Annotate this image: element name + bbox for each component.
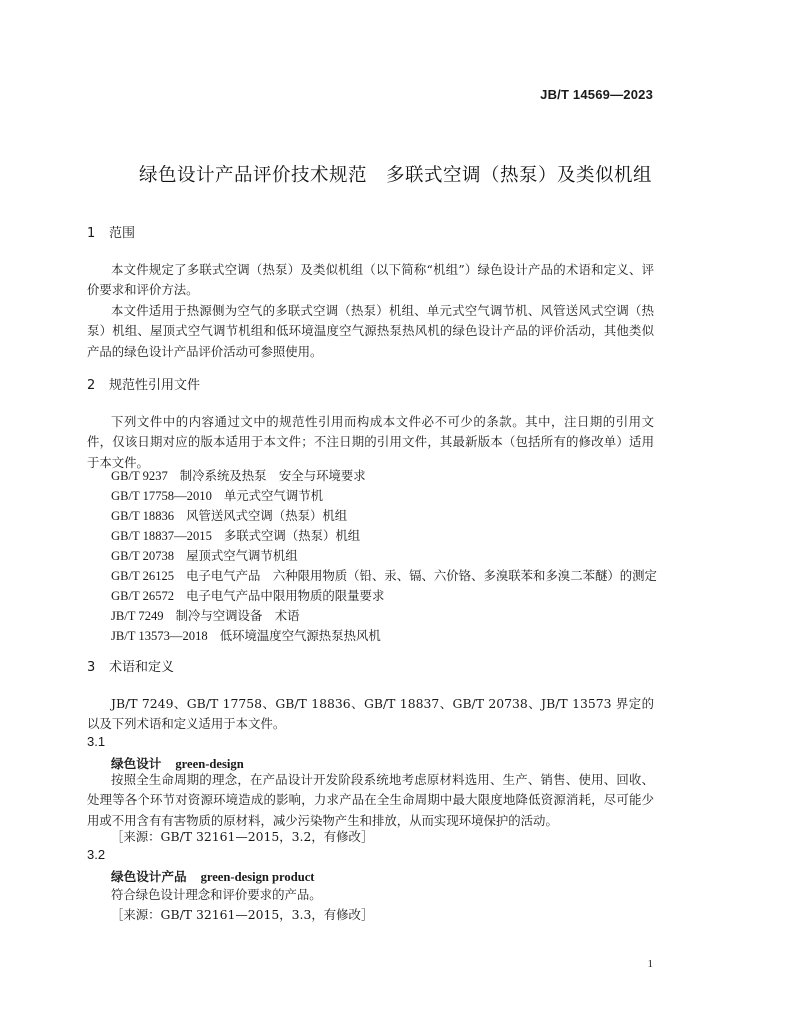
reference-title: 制冷与空调设备 术语 <box>175 608 300 623</box>
term-definition: 符合绿色设计理念和评价要求的产品。 <box>111 887 322 902</box>
terms-intro-paragraph: JB/T 7249、GB/T 17758、GB/T 18836、GB/T 18837、GB/T 20738、JB/T 13573 界定的以及下列术语和定义适用于本文件。 <box>87 696 654 732</box>
reference-item <box>111 606 300 626</box>
reference-item <box>111 586 384 606</box>
section-number: 1 <box>87 226 96 241</box>
term-heading <box>111 866 315 885</box>
section-title: 术语和定义 <box>109 660 175 675</box>
reference-item <box>111 506 347 526</box>
section-1-heading <box>87 222 135 241</box>
reference-code: JB/T 7249 <box>111 609 164 623</box>
section-title: 范围 <box>109 226 136 241</box>
reference-title: 电子电气产品 六种限用物质（铅、汞、镉、六价铬、多溴联苯和多溴二苯醚）的测定 <box>186 568 657 583</box>
reference-title: 低环境温度空气源热泵热风机 <box>219 628 381 643</box>
normative-references-intro: 下列文件中的内容通过文中的规范性引用而构成本文件必不可少的条款。其中，注日期的引用文件，仅该日期对应的版本适用于本文件；不注日期的引用文件，其最新版本（包括所有的修改单）适用于本文件。 <box>87 414 654 470</box>
term-chinese: 绿色设计 <box>111 756 162 771</box>
term-source: ［来源：GB/T 32161—2015，3.2，有修改］ <box>111 829 374 844</box>
section-title: 规范性引用文件 <box>109 378 201 393</box>
reference-code: GB/T 9237 <box>111 469 168 483</box>
reference-title: 制冷系统及热泵 安全与环境要求 <box>179 468 366 483</box>
reference-code: GB/T 20738 <box>111 549 175 563</box>
standard-code: JB/T 14569—2023 <box>540 87 653 102</box>
reference-title: 单元式空气调节机 <box>223 488 323 503</box>
reference-code: GB/T 17758—2010 <box>111 489 212 503</box>
reference-item <box>111 466 366 486</box>
reference-code: GB/T 18837—2015 <box>111 529 212 543</box>
reference-code: JB/T 13573—2018 <box>111 629 208 643</box>
reference-item <box>111 626 381 646</box>
scope-paragraph-1: 本文件规定了多联式空调（热泵）及类似机组（以下简称“机组”）绿色设计产品的术语和定义、评价要求和评价方法。 <box>87 262 654 298</box>
scope-paragraph-2: 本文件适用于热源侧为空气的多联式空调（热泵）机组、单元式空气调节机、风管送风式空调（热泵）机组、屋顶式空气调节机组和低环境温度空气源热泵热风机的绿色设计产品的评价活动，其他类似产品的绿色设计产品评价活动可参照使用。 <box>87 303 654 359</box>
reference-title: 屋顶式空气调节机组 <box>186 548 298 563</box>
term-source: ［来源：GB/T 32161—2015，3.3，有修改］ <box>111 907 374 922</box>
reference-title: 风管送风式空调（热泵）机组 <box>186 508 348 523</box>
term-chinese: 绿色设计产品 <box>111 869 187 884</box>
term-number: 3.1 <box>87 734 106 749</box>
section-2-heading <box>87 374 200 393</box>
section-3-heading <box>87 656 174 675</box>
reference-item <box>111 546 298 566</box>
reference-item <box>111 526 360 546</box>
section-number: 3 <box>87 660 96 675</box>
term-english: green-design <box>175 757 244 771</box>
term-number: 3.2 <box>87 847 106 862</box>
reference-item <box>111 566 657 586</box>
reference-code: GB/T 26572 <box>111 589 175 603</box>
reference-title: 电子电气产品中限用物质的限量要求 <box>186 588 385 603</box>
term-english: green-design product <box>200 870 315 884</box>
reference-code: GB/T 26125 <box>111 569 175 583</box>
reference-title: 多联式空调（热泵）机组 <box>223 528 361 543</box>
reference-item <box>111 486 323 506</box>
section-number: 2 <box>87 378 96 393</box>
reference-code: GB/T 18836 <box>111 509 175 523</box>
document-title: 绿色设计产品评价技术规范 多联式空调（热泵）及类似机组 <box>138 165 652 186</box>
term-definition: 按照全生命周期的理念，在产品设计开发阶段系统地考虑原材料选用、生产、销售、使用、回收、处理等各个环节对资源环境造成的影响，力求产品在全生命周期中最大限度地降低资源消耗，尽可能少用或不用含有有害物质的原材料，减少污染物产生和排放，从而实现环境保护的活动。 <box>87 772 654 828</box>
page-number: 1 <box>647 958 653 970</box>
